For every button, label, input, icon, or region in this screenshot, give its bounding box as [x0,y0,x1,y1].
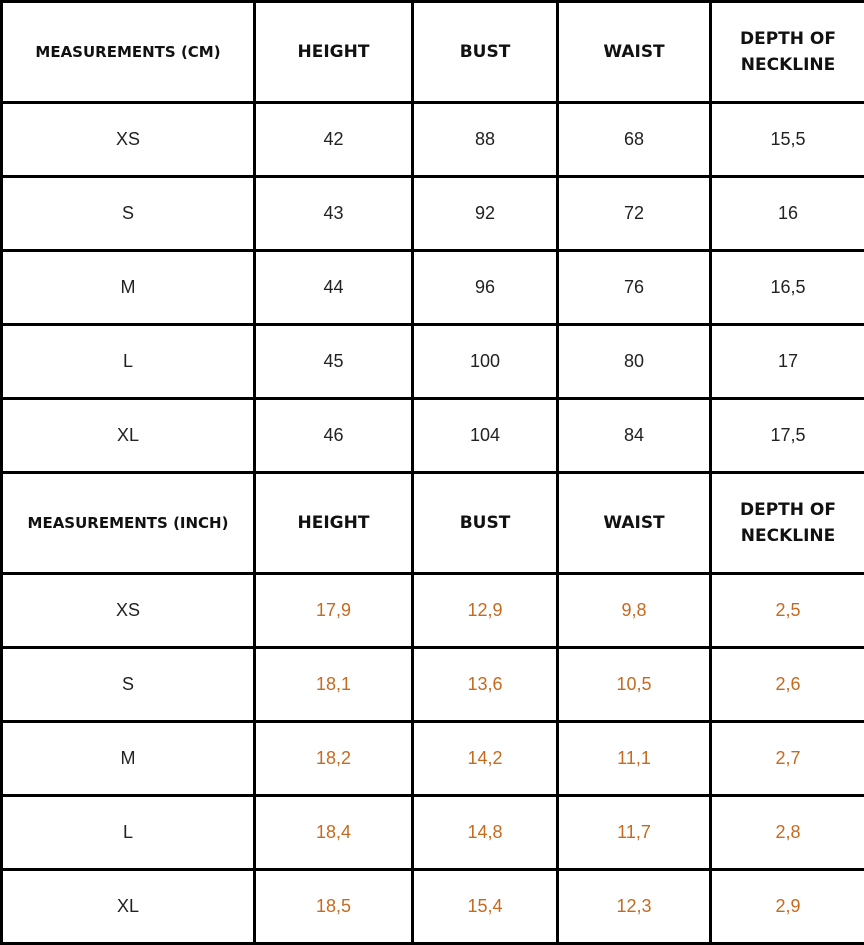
neckline-depth-value: 2,6 [711,648,864,722]
size-label: XS [2,574,255,648]
table-row [2,870,864,944]
table-row [2,648,864,722]
header-height: HEIGHT [255,2,413,103]
table-row [2,796,864,870]
waist-value: 72 [558,177,711,251]
waist-value: 76 [558,251,711,325]
size-label: L [2,796,255,870]
size-label: S [2,648,255,722]
height-value: 42 [255,103,413,177]
table-row [2,722,864,796]
bust-value: 15,4 [413,870,558,944]
bust-value: 92 [413,177,558,251]
height-value: 18,2 [255,722,413,796]
table-row [2,177,864,251]
waist-value: 12,3 [558,870,711,944]
height-value: 18,4 [255,796,413,870]
table-row [2,399,864,473]
neckline-depth-value: 16,5 [711,251,864,325]
header-height: HEIGHT [255,473,413,574]
waist-value: 11,1 [558,722,711,796]
neckline-depth-value: 2,5 [711,574,864,648]
bust-value: 88 [413,103,558,177]
waist-value: 68 [558,103,711,177]
waist-value: 84 [558,399,711,473]
bust-value: 96 [413,251,558,325]
neckline-depth-value: 17,5 [711,399,864,473]
height-value: 18,5 [255,870,413,944]
header-bust: BUST [413,2,558,103]
size-label: M [2,251,255,325]
bust-value: 100 [413,325,558,399]
cm-header-row [2,2,864,103]
size-label: XL [2,399,255,473]
header-measurements-inch: MEASUREMENTS (INCH) [2,473,255,574]
size-label: XS [2,103,255,177]
height-value: 18,1 [255,648,413,722]
header-bust: BUST [413,473,558,574]
height-value: 43 [255,177,413,251]
bust-value: 104 [413,399,558,473]
table-row [2,574,864,648]
neckline-depth-value: 2,7 [711,722,864,796]
waist-value: 80 [558,325,711,399]
waist-value: 11,7 [558,796,711,870]
bust-value: 14,8 [413,796,558,870]
height-value: 45 [255,325,413,399]
table-row [2,103,864,177]
size-label: XL [2,870,255,944]
bust-value: 14,2 [413,722,558,796]
neckline-depth-value: 15,5 [711,103,864,177]
header-waist: WAIST [558,2,711,103]
size-label: L [2,325,255,399]
header-waist: WAIST [558,473,711,574]
header-depth-of-neckline: DEPTH OF NECKLINE [711,2,864,103]
neckline-depth-value: 2,8 [711,796,864,870]
header-measurements-cm: MEASUREMENTS (CM) [2,2,255,103]
size-label: S [2,177,255,251]
bust-value: 13,6 [413,648,558,722]
neckline-depth-value: 17 [711,325,864,399]
header-depth-of-neckline: DEPTH OF NECKLINE [711,473,864,574]
neckline-depth-value: 16 [711,177,864,251]
height-value: 46 [255,399,413,473]
neckline-depth-value: 2,9 [711,870,864,944]
size-label: M [2,722,255,796]
height-value: 17,9 [255,574,413,648]
height-value: 44 [255,251,413,325]
inch-header-row [2,473,864,574]
table-row [2,325,864,399]
waist-value: 9,8 [558,574,711,648]
waist-value: 10,5 [558,648,711,722]
table-row [2,251,864,325]
bust-value: 12,9 [413,574,558,648]
